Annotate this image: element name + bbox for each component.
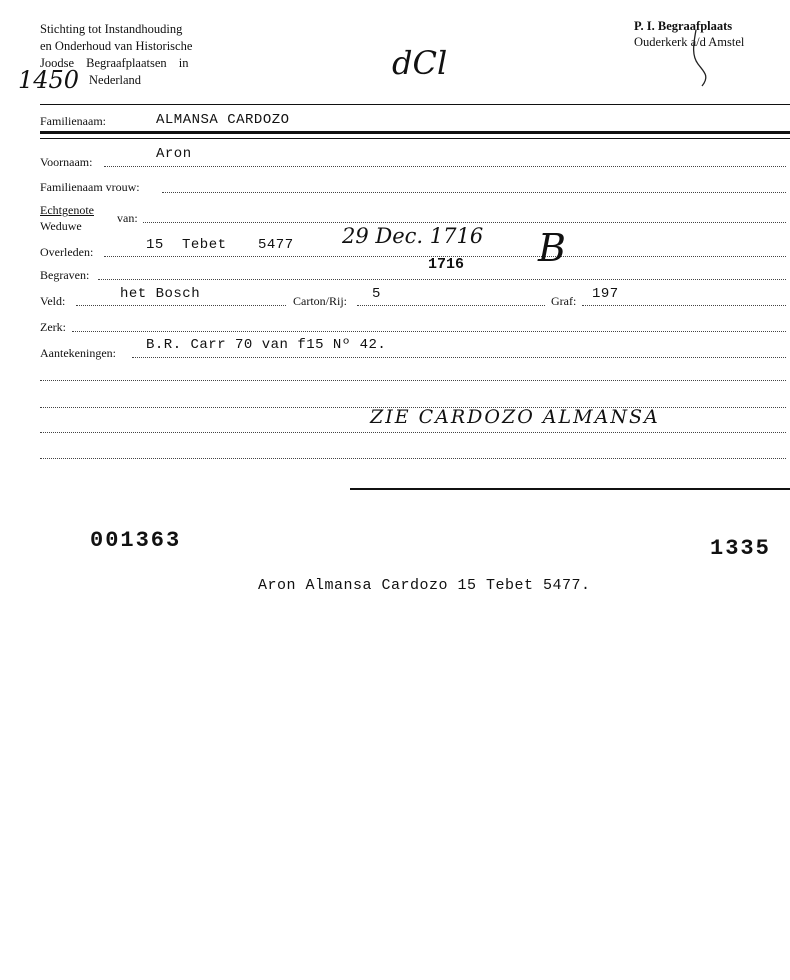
carton-value: 5 (372, 286, 381, 302)
graf-label: Graf: (551, 294, 577, 308)
carton-label: Carton/Rij: (293, 294, 347, 308)
overleden-year: 5477 (258, 237, 294, 253)
overleden-handwritten-date: 29 Dec. 1716 (342, 224, 484, 248)
double-rule-top (40, 131, 790, 134)
overleden-month: Tebet (182, 237, 227, 253)
begraven-line (98, 279, 786, 280)
overleden-handwritten-letter: B (538, 226, 566, 270)
familienaam-vrouw-line (162, 192, 786, 193)
aantekeningen-label: Aantekeningen: (40, 346, 116, 360)
veld-label: Veld: (40, 294, 66, 308)
overleden-day: 15 (146, 237, 164, 253)
weduwe-label: Weduwe (40, 219, 82, 233)
veld-value: het Bosch (120, 286, 201, 302)
voornaam-line (104, 166, 786, 167)
carton-line (357, 305, 545, 306)
org-line-1: Stichting tot Instandhouding (40, 22, 183, 36)
summary-line: Aron Almansa Cardozo 15 Tebet 5477. (258, 577, 591, 594)
overleden-label: Overleden: (40, 245, 94, 259)
record-number-left: 001363 (90, 528, 182, 553)
org-line-2: en Onderhoud van Historische (40, 39, 193, 53)
begraven-label: Begraven: (40, 268, 90, 282)
veld-line (76, 305, 286, 306)
double-rule-bottom (40, 138, 790, 139)
zerk-label: Zerk: (40, 320, 66, 334)
cemetery-name: P. I. Begraafplaats (634, 19, 733, 33)
bottom-rule (350, 488, 790, 490)
van-line (143, 222, 786, 223)
notes-line-2 (40, 380, 786, 381)
aantekeningen-value: B.R. Carr 70 van f15 Nº 42. (146, 337, 387, 353)
notes-line-4 (40, 432, 786, 433)
handwritten-cross-reference: ZIE CARDOZO ALMANSA (370, 406, 660, 428)
familienaam-label: Familienaam: (40, 114, 106, 128)
voornaam-value: Aron (156, 146, 192, 162)
notes-line-5 (40, 458, 786, 459)
familienaam-vrouw-label: Familienaam vrouw: (40, 180, 140, 194)
voornaam-label: Voornaam: (40, 155, 93, 169)
handwritten-archive-number: 1450 (18, 66, 80, 94)
org-line-4: Nederland (89, 73, 142, 87)
graf-line (582, 305, 786, 306)
org-line-3: Joodse Begraafplaatsen in (40, 56, 189, 70)
handwritten-mark: dCl (392, 44, 448, 82)
overleden-handwritten-year: 1716 (428, 256, 465, 273)
cemetery-location: Ouderkerk a/d Amstel (634, 35, 745, 49)
handwritten-bracket (688, 28, 718, 88)
record-number-right: 1335 (710, 536, 771, 561)
zerk-line (72, 331, 786, 332)
aantekeningen-line (132, 357, 786, 358)
top-rule (40, 104, 790, 105)
van-label: van: (117, 211, 138, 225)
echtgenote-label: Echtgenote (40, 203, 94, 217)
familienaam-value: ALMANSA CARDOZO (156, 112, 290, 128)
graf-value: 197 (592, 286, 619, 302)
